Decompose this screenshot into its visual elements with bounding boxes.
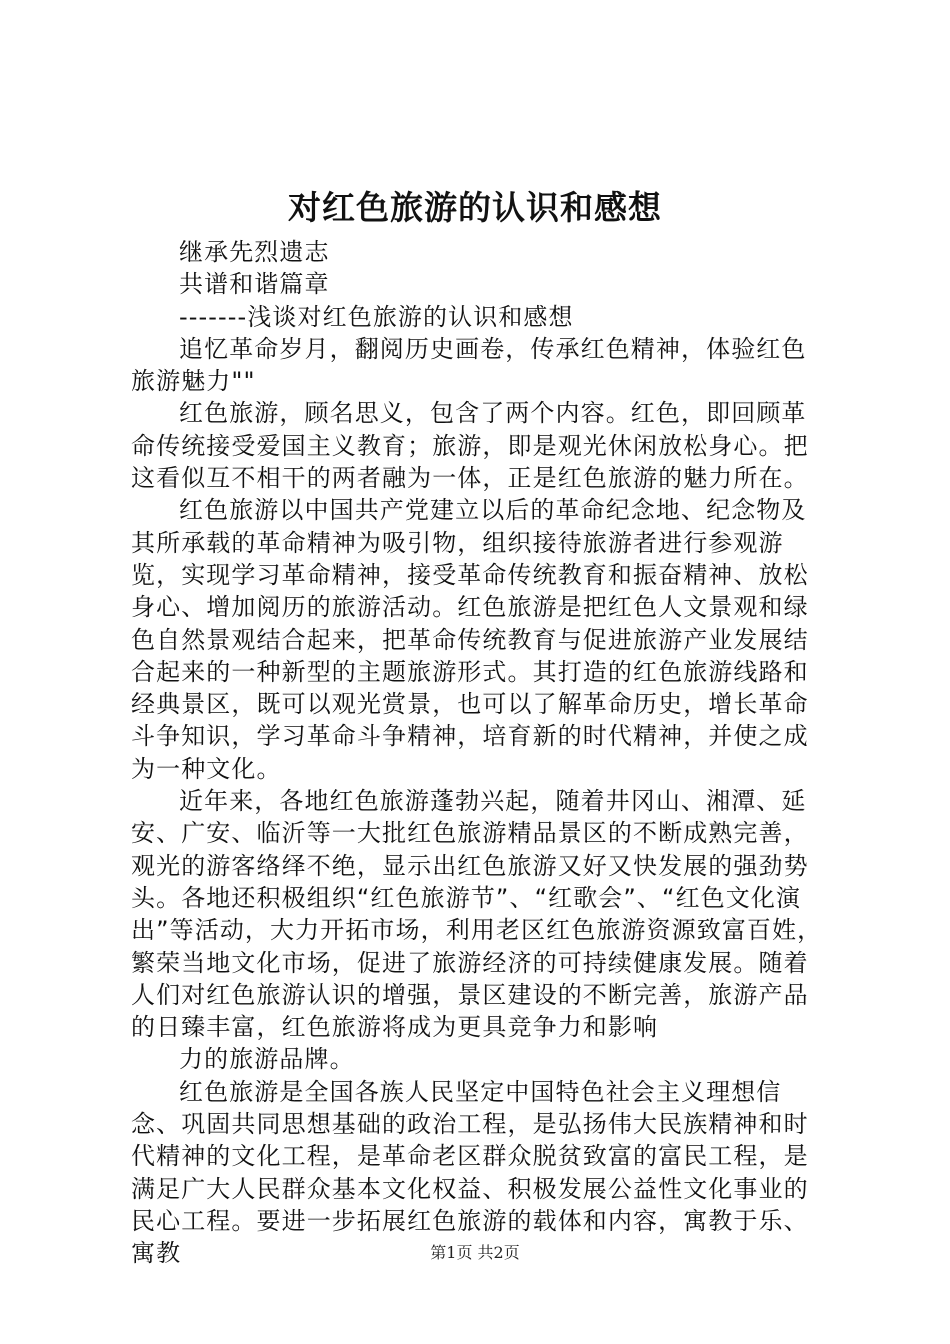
paragraph: 追忆革命岁月，翻阅历史画卷，传承红色精神，体验红色旅游魅力"" xyxy=(131,334,807,396)
page-footer: 第1页 共2页 xyxy=(430,1243,520,1262)
paragraph: 力的旅游品牌。 xyxy=(179,1045,355,1074)
subtitle-line-1: 继承先烈遗志 xyxy=(179,238,330,266)
paragraph: 红色旅游，顾名思义，包含了两个内容。红色，即回顾革命传统接受爱国主义教育；旅游，即是观光休闲放松身心。把这看似互不相干的两者融为一体，正是红色旅游的魅力所在。 xyxy=(131,399,809,493)
paragraph: 红色旅游是全国各族人民坚定中国特色社会主义理想信念、巩固共同思想基础的政治工程，是弘扬伟大民族精神和时代精神的文化工程，是革命老区群众脱贫致富的富民工程，是满足广大人民群众基本文化权益、积极发展公益性文化事业的民心工程。要进一步拓展红色旅游的载体和内容，寓教于乐、寓教 xyxy=(131,1077,809,1268)
subtitle-line-3: -------浅谈对红色旅游的认识和感想 xyxy=(179,302,574,331)
paragraph: 红色旅游以中国共产党建立以后的革命纪念地、纪念物及其所承载的革命精神为吸引物，组织接待旅游者进行参观游览，实现学习革命精神，接受革命传统教育和振奋精神、放松身心、增加阅历的旅游活动。红色旅游是把红色人文景观和绿色自然景观结合起来，把革命传统教育与促进旅游产业发展结合起来的一种新型的主题旅游形式。其打造的红色旅游线路和经典景区，既可以观光赏景，也可以了解革命历史，增长革命斗争知识，学习革命斗争精神，培育新的时代精神，并使之成为一种文化。 xyxy=(131,496,809,783)
paragraph: 近年来，各地红色旅游蓬勃兴起，随着井冈山、湘潭、延安、广安、临沂等一大批红色旅游精品景区的不断成熟完善，观光的游客络绎不绝，显示出红色旅游又好又快发展的强劲势头。各地还积极组织“红色旅游节”、“红歌会”、“红色文化演出”等活动，大力开拓市场，利用老区红色旅游资源致富百姓，繁荣当地文化市场，促进了旅游经济的可持续健康发展。随着人们对红色旅游认识的增强，景区建设的不断完善，旅游产品的日臻丰富，红色旅游将成为更具竞争力和影响 xyxy=(131,787,823,1042)
document-title: 对红色旅游的认识和感想 xyxy=(288,188,662,227)
subtitle-line-2: 共谱和谐篇章 xyxy=(179,270,330,299)
document-body xyxy=(131,236,831,1270)
